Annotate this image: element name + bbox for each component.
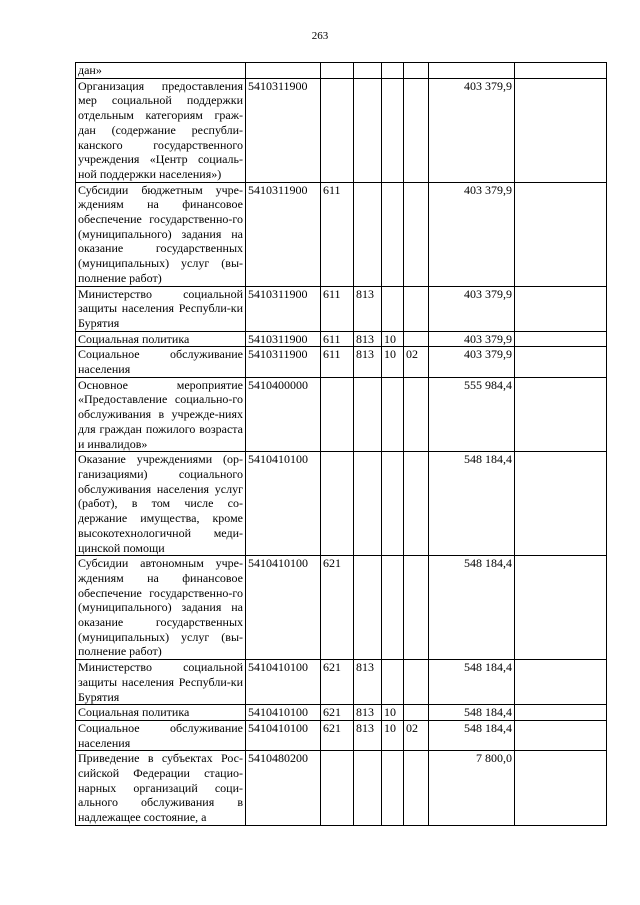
amount-cell (429, 63, 515, 79)
row-name-cell: Министерство социальной защиты населения Республи-ки Бурятия (76, 286, 246, 331)
target-article-cell: 5410410100 (246, 452, 321, 556)
ministry-code-cell: 813 (354, 660, 382, 705)
subsection-cell (404, 286, 429, 331)
extra-cell (515, 705, 607, 721)
section-cell: 10 (382, 720, 404, 750)
section-cell (382, 63, 404, 79)
expense-type-cell: 611 (321, 331, 354, 347)
amount-cell: 548 184,4 (429, 705, 515, 721)
section-cell (382, 377, 404, 452)
amount-cell: 555 984,4 (429, 377, 515, 452)
subsection-cell (404, 556, 429, 660)
expense-type-cell (321, 452, 354, 556)
ministry-code-cell: 813 (354, 347, 382, 377)
table-row (76, 331, 607, 347)
subsection-cell: 02 (404, 720, 429, 750)
table-row (76, 705, 607, 721)
amount-cell: 403 379,9 (429, 331, 515, 347)
amount-cell: 548 184,4 (429, 660, 515, 705)
amount-cell: 548 184,4 (429, 452, 515, 556)
amount-cell: 403 379,9 (429, 347, 515, 377)
table-row (76, 660, 607, 705)
section-cell (382, 751, 404, 826)
target-article-cell: 5410311900 (246, 331, 321, 347)
row-name-cell: Социальная политика (76, 331, 246, 347)
subsection-cell (404, 78, 429, 182)
expense-type-cell: 621 (321, 705, 354, 721)
subsection-cell (404, 63, 429, 79)
subsection-cell (404, 377, 429, 452)
target-article-cell: 5410311900 (246, 182, 321, 286)
target-article-cell: 5410480200 (246, 751, 321, 826)
amount-cell: 7 800,0 (429, 751, 515, 826)
row-name-cell: Социальное обслуживание населения (76, 720, 246, 750)
extra-cell (515, 452, 607, 556)
amount-cell: 403 379,9 (429, 286, 515, 331)
amount-cell: 403 379,9 (429, 182, 515, 286)
row-name-cell: Основное мероприятие «Предоставление социально-го обслуживания в учрежде-ниях для граждан пожилого возраста и инвалидов» (76, 377, 246, 452)
amount-cell: 548 184,4 (429, 556, 515, 660)
extra-cell (515, 78, 607, 182)
subsection-cell (404, 182, 429, 286)
table-row (76, 286, 607, 331)
expense-type-cell: 611 (321, 182, 354, 286)
target-article-cell: 5410410100 (246, 556, 321, 660)
row-name-cell: Субсидии бюджетным учре-ждениям на финансовое обеспечение государственно-го (муниципального) задания на оказание государственных (муниципальных) услуг (вы-полнение работ) (76, 182, 246, 286)
section-cell (382, 556, 404, 660)
ministry-code-cell (354, 377, 382, 452)
expense-type-cell: 611 (321, 286, 354, 331)
amount-cell: 548 184,4 (429, 720, 515, 750)
target-article-cell: 5410311900 (246, 347, 321, 377)
target-article-cell: 5410410100 (246, 720, 321, 750)
subsection-cell (404, 331, 429, 347)
expense-type-cell: 621 (321, 556, 354, 660)
section-cell (382, 660, 404, 705)
ministry-code-cell (354, 452, 382, 556)
table-row (76, 720, 607, 750)
extra-cell (515, 377, 607, 452)
table-row (76, 452, 607, 556)
section-cell: 10 (382, 347, 404, 377)
expense-type-cell (321, 78, 354, 182)
row-name-cell: Приведение в субъектах Рос-сийской Федерации стацио-нарных организаций соци-ального обслуживания в надлежащее состояние, а (76, 751, 246, 826)
row-name-cell: Министерство социальной защиты населения Республи-ки Бурятия (76, 660, 246, 705)
row-name-cell: Оказание учреждениями (ор-ганизациями) социального обслуживания населения услуг (работ), в том числе со-держание имущества, кроме высокотехнологичной меди-цинской помощи (76, 452, 246, 556)
row-name-cell: Организация предоставления мер социальной поддержки отдельным категориям граж-дан (содержание республи-канского государственного учреждения «Центр социаль-ной поддержки населения») (76, 78, 246, 182)
page-number: 263 (311, 30, 329, 42)
expense-type-cell (321, 63, 354, 79)
ministry-code-cell (354, 63, 382, 79)
row-name-cell: Социальная политика (76, 705, 246, 721)
target-article-cell: 5410311900 (246, 78, 321, 182)
extra-cell (515, 331, 607, 347)
row-name-cell: дан» (76, 63, 246, 79)
expense-type-cell (321, 751, 354, 826)
section-cell (382, 452, 404, 556)
amount-cell: 403 379,9 (429, 78, 515, 182)
section-cell: 10 (382, 331, 404, 347)
extra-cell (515, 182, 607, 286)
expense-type-cell: 621 (321, 720, 354, 750)
table-row (76, 78, 607, 182)
ministry-code-cell (354, 751, 382, 826)
target-article-cell: 5410410100 (246, 705, 321, 721)
row-name-cell: Социальное обслуживание населения (76, 347, 246, 377)
row-name-cell: Субсидии автономным учре-ждениям на финансовое обеспечение государственно-го (муниципального) задания на оказание государственных (муниципальных) услуг (вы-полнение работ) (76, 556, 246, 660)
table-row (76, 556, 607, 660)
ministry-code-cell: 813 (354, 720, 382, 750)
budget-table (75, 62, 607, 826)
subsection-cell: 02 (404, 347, 429, 377)
section-cell (382, 78, 404, 182)
subsection-cell (404, 452, 429, 556)
table-row (76, 182, 607, 286)
extra-cell (515, 720, 607, 750)
target-article-cell: 5410410100 (246, 660, 321, 705)
table-row (76, 347, 607, 377)
subsection-cell (404, 660, 429, 705)
target-article-cell: 5410311900 (246, 286, 321, 331)
table-row (76, 377, 607, 452)
table-row (76, 751, 607, 826)
ministry-code-cell: 813 (354, 286, 382, 331)
ministry-code-cell (354, 182, 382, 286)
ministry-code-cell: 813 (354, 705, 382, 721)
extra-cell (515, 63, 607, 79)
expense-type-cell (321, 377, 354, 452)
section-cell (382, 286, 404, 331)
ministry-code-cell (354, 78, 382, 182)
section-cell: 10 (382, 705, 404, 721)
target-article-cell: 5410400000 (246, 377, 321, 452)
target-article-cell (246, 63, 321, 79)
extra-cell (515, 660, 607, 705)
section-cell (382, 182, 404, 286)
extra-cell (515, 556, 607, 660)
subsection-cell (404, 705, 429, 721)
expense-type-cell: 621 (321, 660, 354, 705)
ministry-code-cell: 813 (354, 331, 382, 347)
extra-cell (515, 347, 607, 377)
ministry-code-cell (354, 556, 382, 660)
extra-cell (515, 751, 607, 826)
table-row (76, 63, 607, 79)
extra-cell (515, 286, 607, 331)
expense-type-cell: 611 (321, 347, 354, 377)
subsection-cell (404, 751, 429, 826)
